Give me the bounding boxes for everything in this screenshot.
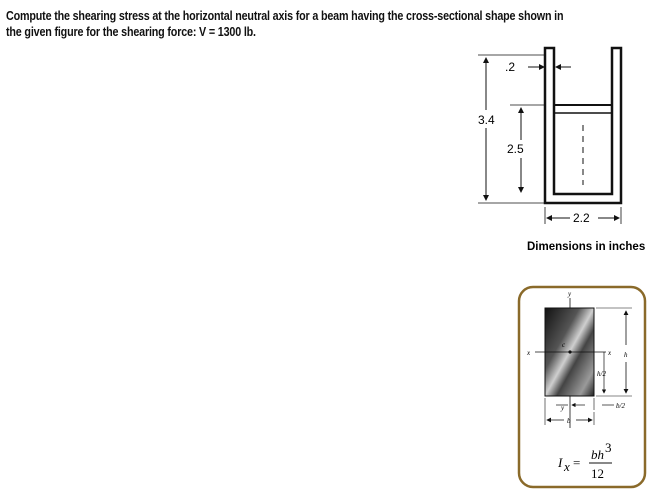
inset-rectangle-figure (519, 287, 645, 487)
dim-inner-height (507, 105, 544, 192)
inset-b-label: b (567, 417, 571, 425)
dim-total-height-label: 3.4 (478, 113, 495, 127)
inset-y-label-bottom: y (561, 404, 565, 412)
problem-statement-line-2: the given figure for the shearing force: V = 1300 lb. (6, 25, 256, 39)
inset-b-half-label: b/2 (616, 402, 625, 410)
inset-x-label-left: x (527, 349, 531, 357)
formula-exponent: 3 (605, 440, 612, 455)
figure-caption: Dimensions in inches (527, 241, 646, 253)
dim-total-height (478, 55, 544, 203)
problem-statement-line-1: Compute the shearing stress at the horizontal neutral axis for a beam having the cross-sectional shape shown in (6, 9, 564, 23)
formula-denominator: 12 (591, 466, 604, 481)
dim-width (545, 207, 621, 225)
inset-x-label-right: x (608, 349, 612, 357)
inset-h-label: h (624, 351, 628, 359)
inset-h-half-label: h/2 (597, 370, 606, 378)
formula-numerator: bh (591, 447, 604, 462)
dim-inner-height-label: 2.5 (507, 142, 524, 156)
inset-y-label-top: y (568, 290, 572, 298)
formula-lhs: I (558, 455, 563, 470)
inset-centroid-label: c (562, 341, 566, 349)
dim-top-gap-label: .2 (505, 60, 516, 74)
inset-centroid-dot (568, 350, 571, 353)
dim-top-gap (505, 60, 571, 74)
channel-cross-section (545, 48, 621, 203)
dim-width-label: 2.2 (573, 211, 590, 225)
formula-equals: = (573, 455, 581, 470)
formula-subscript: x (564, 459, 570, 474)
